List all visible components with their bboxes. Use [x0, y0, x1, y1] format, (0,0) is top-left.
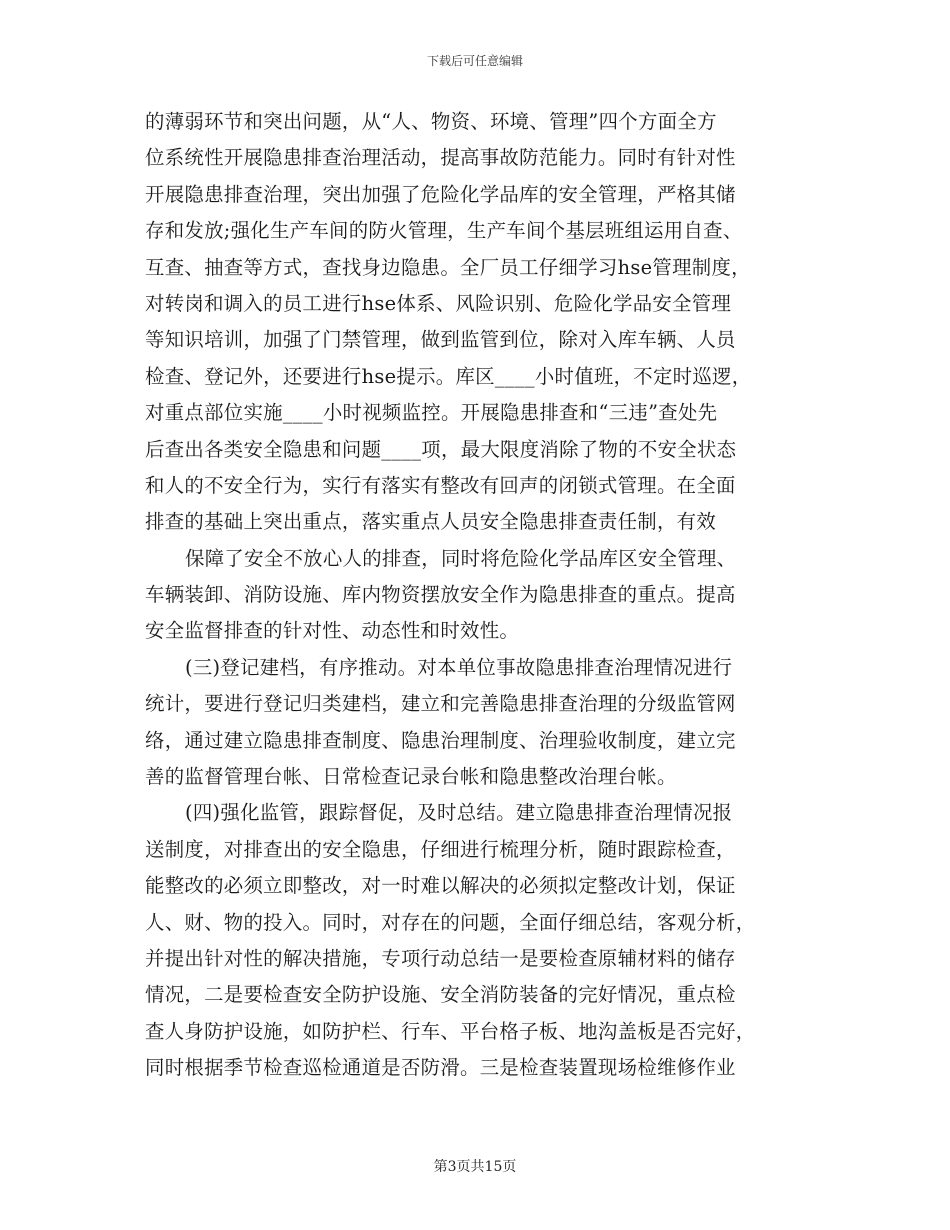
- text-line: 人、财、物的投入。同时，对存在的问题，全面仔细总结，客观分析，: [145, 910, 756, 934]
- paragraph-start-line: 保障了安全不放心人的排查，同时将危险化学品库区安全管理、: [185, 546, 737, 570]
- text-line: 车辆装卸、消防设施、库内物资摆放安全作为隐患排查的重点。提高: [145, 583, 736, 607]
- text-line: 对转岗和调入的员工进行hse体系、风险识别、危险化学品安全管理: [145, 291, 732, 315]
- section-four-heading-line: (四)强化监管，跟踪督促，及时总结。建立隐患排查治理情况报: [185, 801, 733, 825]
- text-line: 和人的不安全行为，实行有落实有整改有回声的闭锁式管理。在全面: [145, 473, 736, 497]
- text-line: 送制度，对排查出的安全隐患，仔细进行梳理分析，随时跟踪检查，: [145, 837, 736, 861]
- text-line: 统计，要进行登记归类建档，建立和完善隐患排查治理的分级监管网: [145, 692, 736, 716]
- text-line: 互查、抽查等方式，查找身边隐患。全厂员工仔细学习hse管理制度，: [145, 255, 751, 279]
- text-line: 并提出针对性的解决措施，专项行动总结一是要检查原辅材料的储存: [145, 946, 736, 970]
- text-line: 络，通过建立隐患排查制度、隐患治理制度、治理验收制度，建立完: [145, 728, 736, 752]
- text-line: 善的监督管理台帐、日常检查记录台帐和隐患整改治理台帐。: [145, 765, 677, 789]
- section-three-heading-line: (三)登记建档，有序推动。对本单位事故隐患排查治理情况进行: [185, 655, 733, 679]
- text-line: 安全监督排查的针对性、动态性和时效性。: [145, 619, 520, 643]
- text-line: 后查出各类安全隐患和问题____项，最大限度消除了物的不安全状态: [145, 437, 737, 461]
- text-line: 存和发放;强化生产车间的防火管理，生产车间个基层班组运用自查、: [145, 219, 743, 243]
- text-line: 检查、登记外，还要进行hse提示。库区____小时值班，不定时巡逻，: [145, 364, 752, 388]
- text-line: 开展隐患排查治理，突出加强了危险化学品库的安全管理，严格其储: [145, 182, 736, 206]
- text-line: 情况，二是要检查安全防护设施、安全消防装备的完好情况，重点检: [145, 983, 736, 1007]
- text-line: 位系统性开展隐患排查治理活动，提高事故防范能力。同时有针对性: [145, 146, 736, 170]
- text-line: 的薄弱环节和突出问题，从“人、物资、环境、管理”四个方面全方: [145, 110, 717, 133]
- text-line: 查人身防护设施，如防护栏、行车、平台格子板、地沟盖板是否完好，: [145, 1019, 756, 1043]
- text-line: 能整改的必须立即整改，对一时难以解决的必须拟定整改计划，保证: [145, 874, 736, 898]
- page-number: 第3页共15页: [433, 1159, 517, 1175]
- text-line: 等知识培训，加强了门禁管理，做到监管到位，除对入库车辆、人员: [145, 328, 736, 352]
- page-header: 下载后可任意编辑: [426, 54, 523, 68]
- text-line: 排查的基础上突出重点，落实重点人员安全隐患排查责任制，有效: [145, 510, 717, 534]
- text-line: 对重点部位实施____小时视频监控。开展隐患排查和“三违”查处先: [145, 401, 718, 425]
- document-body: [145, 104, 805, 1087]
- text-line: 同时根据季节检查巡检通道是否防滑。三是检查装置现场检维修作业: [145, 1056, 736, 1080]
